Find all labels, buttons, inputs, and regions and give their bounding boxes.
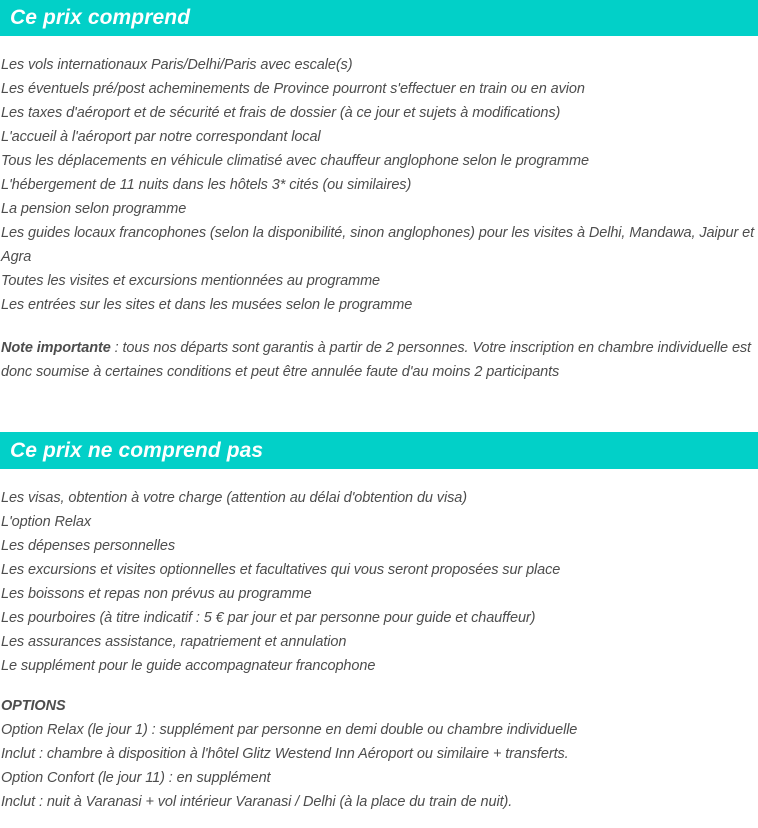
included-list-item: Les taxes d'aéroport et de sécurité et frais de dossier (à ce jour et sujets à modifications) [1,105,561,121]
important-note [0,336,758,384]
excluded-list-item: Les boissons et repas non prévus au programme [1,586,312,602]
included-list-item: Les éventuels pré/post acheminements de Province pourront s'effectuer en train ou en avion [1,81,585,97]
included-list-item: L'hébergement de 11 nuits dans les hôtels 3* cités (ou similaires) [1,177,412,193]
options-list-item: Option Relax (le jour 1) : supplément par personne en demi double ou chambre individuelle [1,722,578,738]
included-list-item: Les guides locaux francophones (selon la disponibilité, sinon anglophones) pour les visites à Delhi, Mandawa, Jaipur et Agra [1,225,755,265]
included-list-item: L'accueil à l'aéroport par notre correspondant local [1,129,321,145]
important-note-lead: Note importante [1,340,111,356]
excluded-list-item: Le supplément pour le guide accompagnateur francophone [1,658,376,674]
spacer-after-note [0,384,758,432]
section-heading-excluded: Ce prix ne comprend pas [0,432,758,469]
excluded-list-item: Les excursions et visites optionnelles et facultatives qui vous seront proposées sur place [1,562,561,578]
important-note-body: : tous nos départs sont garantis à partir de 2 personnes. Votre inscription en chambre individuelle est donc soumise à certaines conditions et peut être annulée faute d'au moins 2 participants [1,340,751,380]
excluded-items-list [0,486,758,678]
options-list [0,718,758,814]
section-heading-included: Ce prix comprend [0,0,758,36]
included-list-item: Les entrées sur les sites et dans les musées selon le programme [1,297,413,313]
excluded-list-item: L'option Relax [1,514,92,530]
included-items-list [0,53,758,317]
options-list-item: Inclut : chambre à disposition à l'hôtel Glitz Westend Inn Aéroport ou similaire + transferts. [1,746,569,762]
included-list-item: Les vols internationaux Paris/Delhi/Paris avec escale(s) [1,57,353,73]
excluded-list-item: Les pourboires (à titre indicatif : 5 € par jour et par personne pour guide et chauffeur) [1,610,536,626]
options-list-item: Option Confort (le jour 11) : en supplément [1,770,271,786]
spacer-before-note [0,317,758,336]
spacer-before-options [0,678,758,694]
excluded-list-item: Les assurances assistance, rapatriement et annulation [1,634,347,650]
spacer-after-heading-included [0,36,758,53]
options-list-item: Inclut : nuit à Varanasi + vol intérieur Varanasi / Delhi (à la place du train de nuit). [1,794,513,810]
spacer-after-heading-excluded [0,469,758,486]
options-title: OPTIONS [1,698,66,714]
included-list-item: Toutes les visites et excursions mentionnées au programme [1,273,381,289]
excluded-list-item: Les visas, obtention à votre charge (attention au délai d'obtention du visa) [1,490,467,506]
included-list-item: Tous les déplacements en véhicule climatisé avec chauffeur anglophone selon le programme [1,153,589,169]
excluded-list-item: Les dépenses personnelles [1,538,176,554]
included-list-item: La pension selon programme [1,201,187,217]
